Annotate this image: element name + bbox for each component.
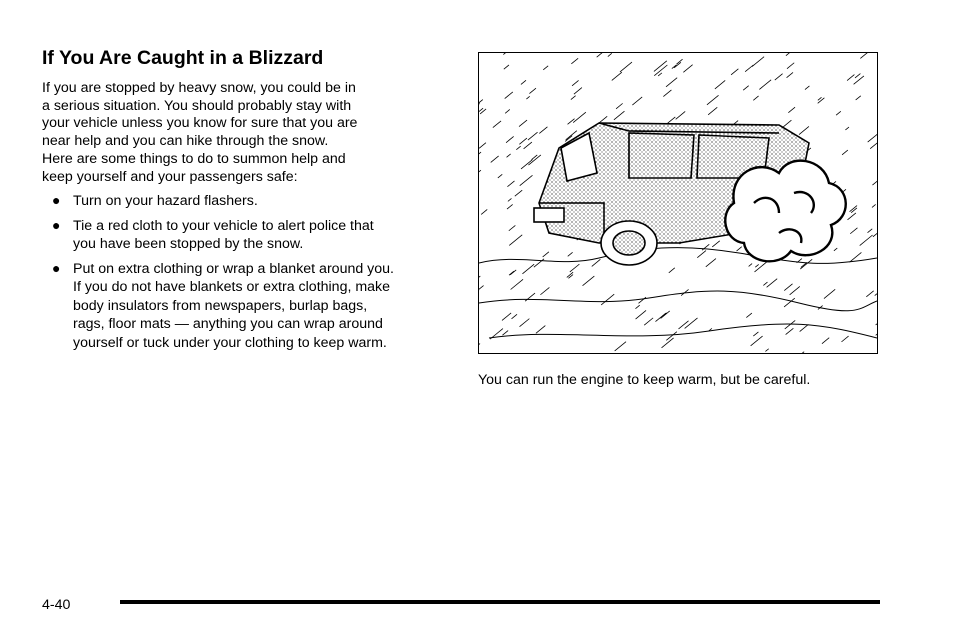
snow-streak <box>521 160 532 169</box>
bullet-item <box>42 217 452 254</box>
intro-line: near help and you can hike through the snow. <box>42 133 329 150</box>
snow-streak <box>568 252 573 256</box>
snow-streak <box>800 259 812 269</box>
snow-streak <box>570 264 580 272</box>
snow-streak <box>510 270 516 275</box>
snow-drifts <box>479 248 877 338</box>
snow-streak <box>743 86 749 91</box>
snow-streak <box>573 112 586 122</box>
snow-streak <box>753 96 758 100</box>
snow-streak <box>516 146 520 150</box>
snow-streak <box>676 111 686 119</box>
snow-streak <box>635 305 639 308</box>
section-heading: If You Are Caught in a Blizzard <box>42 47 324 69</box>
intro-paragraph <box>42 80 442 186</box>
snow-streak <box>805 86 809 90</box>
bullet-dot-icon: ● <box>52 216 61 233</box>
bullet-list <box>42 192 452 358</box>
snow-streak <box>568 119 575 125</box>
bullet-item <box>42 260 452 353</box>
snow-streak <box>847 75 854 81</box>
snow-streak <box>520 319 530 327</box>
snow-streak <box>522 264 534 274</box>
snow-streak <box>502 313 511 320</box>
snow-streak <box>574 88 582 95</box>
snow-streak <box>800 324 809 331</box>
snow-streak <box>860 235 873 246</box>
snow-streak <box>875 285 877 295</box>
snow-streak <box>599 116 607 123</box>
snow-streak <box>785 320 795 329</box>
snow-streak <box>848 213 856 220</box>
snow-streak <box>866 291 873 297</box>
snow-streak <box>583 276 595 286</box>
snow-streak <box>511 279 523 289</box>
snowbound-vehicle-drawing <box>479 53 877 353</box>
snow-streak <box>683 65 692 73</box>
snow-streak <box>876 326 877 336</box>
snow-streak <box>601 294 614 305</box>
snow-streak <box>508 198 512 201</box>
snow-streak <box>746 313 752 318</box>
snow-streak <box>608 53 612 56</box>
snow-streak <box>509 225 516 230</box>
snow-streak <box>509 271 514 275</box>
snow-streak <box>851 208 857 213</box>
snow-streak <box>749 264 752 267</box>
snow-streak <box>524 142 532 149</box>
snow-streak <box>661 311 670 318</box>
snow-streak <box>685 318 698 329</box>
snow-streak <box>519 120 527 127</box>
snow-streak <box>868 229 873 233</box>
snow-streak <box>503 53 512 55</box>
snow-streak <box>512 314 518 319</box>
snow-streak <box>638 297 645 303</box>
snow-streak <box>855 74 860 78</box>
snow-streak <box>666 332 677 341</box>
snow-streak <box>493 121 501 128</box>
snow-streak <box>834 248 837 251</box>
snow-streak <box>679 321 689 329</box>
snow-streak <box>759 80 771 90</box>
snow-streak <box>707 95 719 105</box>
snow-streak <box>767 279 778 288</box>
snow-streak <box>543 252 549 257</box>
snow-streak <box>509 235 522 246</box>
snow-streak <box>539 127 547 134</box>
snow-streak <box>860 53 872 58</box>
snow-streak <box>519 138 527 144</box>
snow-streak <box>666 78 677 87</box>
snow-streak <box>872 181 877 185</box>
snow-streak <box>491 156 499 162</box>
snow-streak <box>479 170 481 177</box>
snow-streak <box>755 262 767 272</box>
snow-streak <box>752 57 764 67</box>
snow-streak <box>786 328 794 334</box>
snow-streak <box>543 66 548 70</box>
snow-streak <box>836 111 841 115</box>
snow-streak <box>775 74 783 80</box>
snow-streak <box>615 342 626 351</box>
snow-streak <box>505 92 513 99</box>
snow-streak <box>799 126 809 134</box>
snow-streak <box>873 231 877 236</box>
snow-streak <box>751 336 763 346</box>
bullet-line: yourself or tuck under your clothing to keep warm. <box>73 334 387 351</box>
snow-streak <box>520 175 533 185</box>
snow-streak <box>856 96 861 100</box>
snow-streak <box>536 326 545 334</box>
snow-streak <box>763 282 767 285</box>
snow-streak <box>572 80 579 85</box>
snow-streak <box>528 132 538 140</box>
snow-streak <box>636 310 646 319</box>
snow-streak <box>515 190 522 196</box>
snow-streak <box>753 332 758 336</box>
snow-streak <box>479 152 481 159</box>
snow-streak <box>529 88 536 93</box>
snow-streak <box>505 109 510 113</box>
snow-streak <box>521 80 526 84</box>
snow-streak <box>737 247 742 251</box>
snow-streak <box>507 154 511 157</box>
snow-streak <box>663 90 671 97</box>
bullet-line: you have been stopped by the snow. <box>73 236 304 252</box>
snow-streak <box>784 284 792 291</box>
snow-streak <box>592 259 601 266</box>
bullet-item <box>42 192 452 211</box>
snow-streak <box>479 286 484 292</box>
snow-streak <box>842 150 848 155</box>
snow-streak <box>715 80 725 88</box>
intro-line: Here are some things to do to summon help and <box>42 150 346 167</box>
snow-streak <box>765 349 768 352</box>
snow-streak <box>506 136 514 142</box>
snow-streak <box>800 352 804 353</box>
snow-streak <box>498 174 502 178</box>
bullet-line: Turn on your hazard flashers. <box>73 193 258 209</box>
snow-streak <box>824 289 835 298</box>
snow-streak <box>571 58 578 64</box>
bullet-dot-icon: ● <box>52 259 61 276</box>
bullet-line: If you do not have blankets or extra clothing, make <box>73 279 391 295</box>
snow-streak <box>597 53 606 57</box>
bullet-line: rags, floor mats — anything you can wrap around <box>73 316 383 332</box>
snow-streak <box>818 97 822 100</box>
snow-streak <box>845 127 849 130</box>
snow-streak <box>507 204 513 209</box>
snow-streak <box>479 344 480 352</box>
intro-line: keep yourself and your passengers safe: <box>42 168 298 185</box>
intro-line: your vehicle unless you know for sure that you are <box>42 115 358 132</box>
snow-streak <box>788 107 795 112</box>
snow-streak <box>644 318 653 325</box>
bullet-line: Put on extra clothing or wrap a blanket around you. <box>73 260 394 277</box>
exhaust-cloud <box>725 161 845 262</box>
snow-streak <box>731 69 738 75</box>
blizzard-illustration <box>478 52 878 354</box>
snow-streak <box>868 132 877 142</box>
snow-streak <box>658 73 662 76</box>
snow-streak <box>654 61 667 72</box>
snow-streak <box>479 103 480 111</box>
snow-streak <box>504 65 509 69</box>
bullet-dot-icon: ● <box>52 192 61 208</box>
snow-streak <box>876 320 877 325</box>
snow-streak <box>790 286 800 294</box>
snow-streak <box>479 143 486 149</box>
snow-streak <box>708 107 717 114</box>
snow-streak <box>697 251 706 258</box>
figure-caption: You can run the engine to keep warm, but be careful. <box>478 372 811 388</box>
snow-streak <box>669 268 675 273</box>
snow-streak <box>872 204 876 207</box>
snow-streak <box>822 338 829 344</box>
snow-streak <box>507 181 514 187</box>
snow-streak <box>662 313 666 317</box>
page-number: 4-40 <box>42 597 71 613</box>
snow-streak <box>528 155 540 165</box>
snow-streak <box>706 259 716 267</box>
snow-streak <box>712 241 720 247</box>
snow-streak <box>632 97 642 105</box>
snow-streak <box>620 62 632 72</box>
snow-streak <box>787 63 794 69</box>
snow-streak <box>854 76 864 84</box>
bullet-line: body insulators from newspapers, burlap bags, <box>73 297 368 314</box>
intro-line: a serious situation. You should probably stay with <box>42 97 352 114</box>
snow-streak <box>614 111 625 120</box>
snow-streak <box>502 331 508 336</box>
snow-streak <box>481 209 487 214</box>
snow-streak <box>870 142 877 148</box>
snow-streak <box>787 72 793 77</box>
snow-streak <box>818 98 825 103</box>
snow-streak <box>755 264 758 267</box>
bullet-line: Tie a red cloth to your vehicle to alert police that <box>73 217 374 234</box>
snow-streak <box>850 228 857 234</box>
snow-streak <box>786 53 793 56</box>
snow-streak <box>540 287 549 294</box>
snow-streak <box>571 96 576 100</box>
snow-streak <box>612 72 622 80</box>
snow-streak <box>526 96 529 99</box>
snow-streak <box>616 103 623 108</box>
snow-streak <box>841 336 848 342</box>
snow-streak <box>479 276 480 282</box>
footer-rule <box>120 600 880 604</box>
intro-line: If you are stopped by heavy snow, you could be in <box>42 80 356 96</box>
